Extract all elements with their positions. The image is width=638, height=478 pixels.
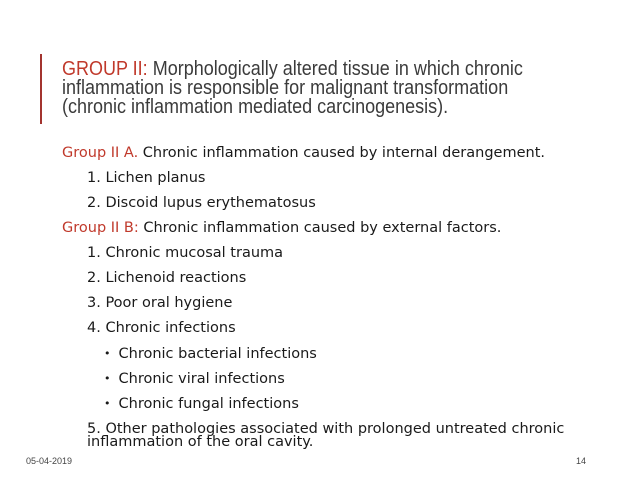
group-b-label: Group II B: bbox=[62, 220, 139, 236]
slide-content bbox=[62, 141, 622, 449]
sub-list-item bbox=[62, 391, 622, 416]
group-a-text: Chronic inflammation caused by internal derangement. bbox=[138, 145, 545, 161]
list-item: 2. Lichenoid reactions bbox=[87, 270, 247, 286]
list-item: 3. Poor oral hygiene bbox=[87, 295, 233, 311]
list-item: 5. Other pathologies associated with prolonged untreated chronic inflammation of the oral cavity. bbox=[87, 421, 565, 450]
list-item: 1. Chronic mucosal trauma bbox=[87, 245, 284, 261]
list-item: 1. Lichen planus bbox=[87, 170, 206, 186]
page-number: 14 bbox=[575, 456, 586, 466]
list-item: 4. Chronic infections bbox=[87, 320, 236, 336]
group-b-heading bbox=[62, 216, 622, 241]
bullet-icon: • bbox=[104, 347, 111, 360]
list-item: 2. Discoid lupus erythematosus bbox=[87, 195, 316, 211]
group-b-text: Chronic inflammation caused by external factors. bbox=[138, 220, 502, 236]
title-accent-bar bbox=[40, 54, 42, 124]
sub-item-text: Chronic fungal infections bbox=[118, 396, 299, 412]
sub-item-text: Chronic viral infections bbox=[118, 371, 285, 387]
title-text: Morphologically altered tissue in which chronic inflammation is responsible for malignant transformation (chronic inflammation mediated carcinogenesis). bbox=[62, 58, 523, 118]
group-a-label: Group II A. bbox=[62, 145, 139, 161]
footer-date: 05-04-2019 bbox=[26, 456, 73, 466]
bullet-icon: • bbox=[104, 372, 111, 385]
bullet-icon: • bbox=[104, 397, 111, 410]
sub-item-text: Chronic bacterial infections bbox=[118, 346, 317, 362]
group-a-heading bbox=[62, 141, 622, 166]
slide-title bbox=[62, 60, 566, 117]
title-highlight: GROUP II: bbox=[62, 58, 148, 80]
sub-list-item bbox=[62, 341, 622, 366]
sub-list-item bbox=[62, 366, 622, 391]
